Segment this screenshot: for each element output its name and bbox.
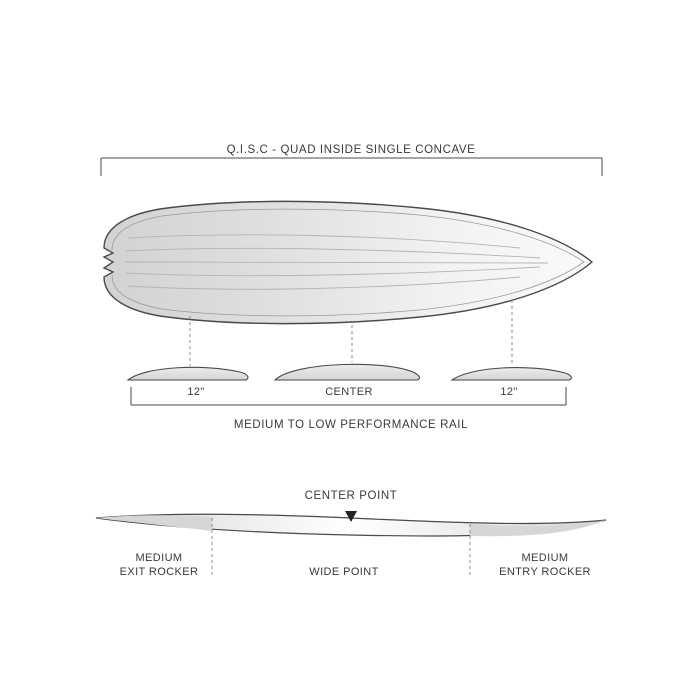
qisc-label: Q.I.S.C - QUAD INSIDE SINGLE CONCAVE xyxy=(226,144,476,156)
exit-rocker-label-line2: EXIT ROCKER xyxy=(119,566,199,578)
rail-section-nose xyxy=(452,368,571,380)
board-top-view xyxy=(104,201,592,323)
rail-label-tail: 12" xyxy=(187,386,205,398)
rail-label-nose: 12" xyxy=(500,386,518,398)
entry-rocker-label-line2: ENTRY ROCKER xyxy=(499,566,591,578)
exit-rocker-shade xyxy=(96,515,212,531)
wide-point-label: WIDE POINT xyxy=(309,566,379,578)
rail-label-center: CENTER xyxy=(325,386,373,398)
rail-sections xyxy=(128,364,571,380)
exit-rocker-label-line1: MEDIUM xyxy=(135,552,183,564)
top-bracket xyxy=(101,158,602,176)
performance-rail-label: MEDIUM TO LOW PERFORMANCE RAIL xyxy=(233,419,469,431)
rail-section-center xyxy=(275,364,419,380)
entry-rocker-label-line1: MEDIUM xyxy=(521,552,569,564)
rail-section-tail xyxy=(128,367,248,380)
center-point-label: CENTER POINT xyxy=(304,490,398,502)
